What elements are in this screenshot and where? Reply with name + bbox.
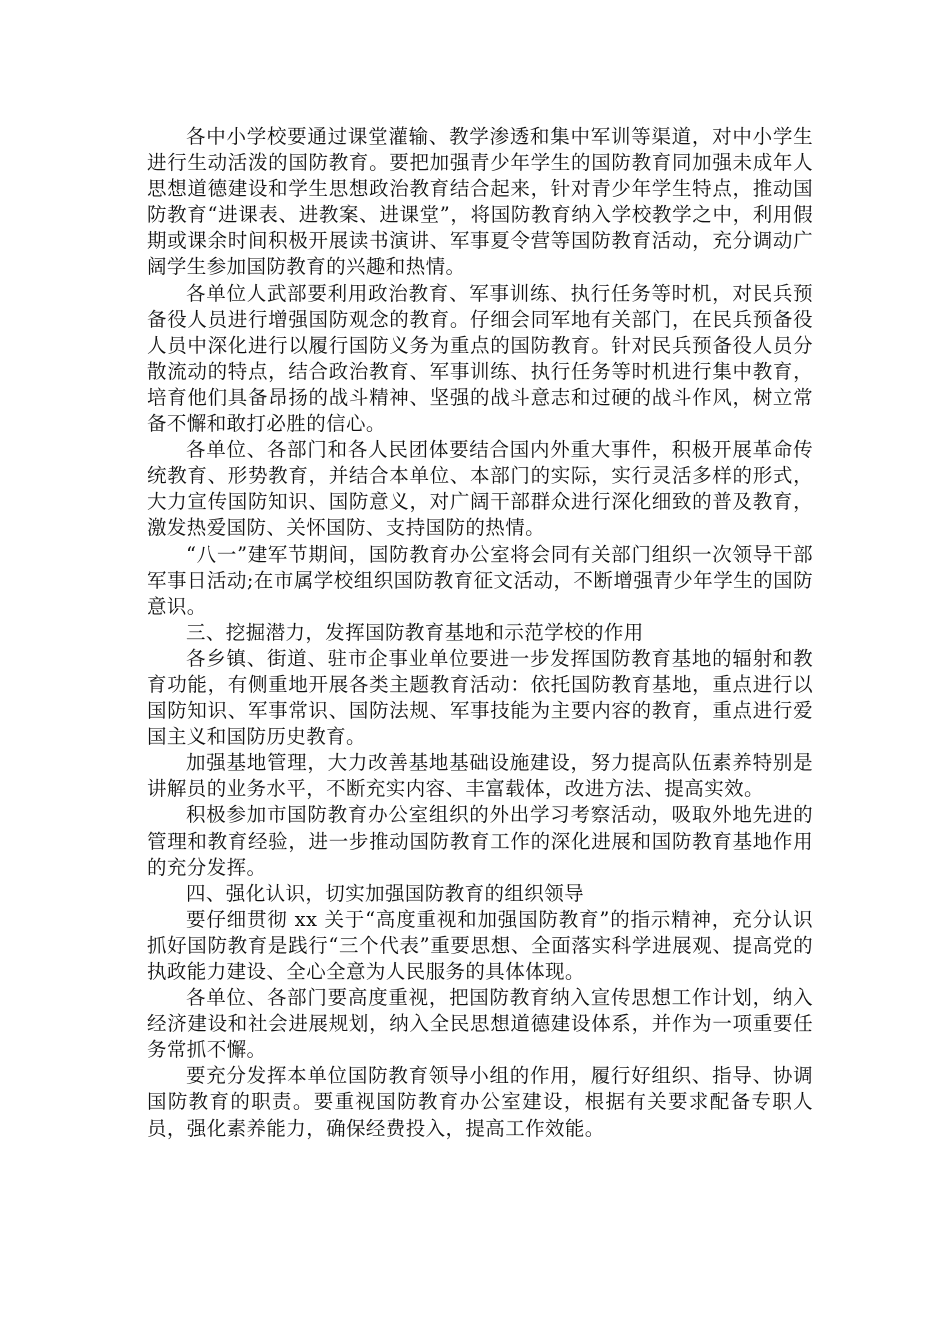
paragraph-instructions: 要仔细贯彻 xx 关于“高度重视和加强国防教育”的指示精神，充分认识抓好国防教育是践行“三个代表”重要思想、全面落实科学进展观、提高党的执政能力建设、全心全意为人民服务的具体体现。: [147, 907, 813, 983]
paragraph-education-base: 各乡镇、街道、驻市企事业单位要进一步发挥国防教育基地的辐射和教育功能，有侧重地开展各类主题教育活动：依托国防教育基地，重点进行以国防知识、军事常识、国防法规、军事技能为主要内容的教育，重点进行爱国主义和国防历史教育。: [147, 646, 813, 749]
paragraph-militia-education: 各单位人武部要利用政治教育、军事训练、执行任务等时机，对民兵预备役人员进行增强国防观念的教育。仔细会同军地有关部门，在民兵预备役人员中深化进行以履行国防义务为重点的国防教育。针对民兵预备役人员分散流动的特点，结合政治教育、军事训练、执行任务等时机进行集中教育，培育他们具备昂扬的战斗精神、坚强的战斗意志和过硬的战斗作风，树立常备不懈和敢打必胜的信心。: [147, 281, 813, 436]
paragraph-attention: 各单位、各部门要高度重视，把国防教育纳入宣传思想工作计划，纳入经济建设和社会进展规划，纳入全民思想道德建设体系，并作为一项重要任务常抓不懈。: [147, 986, 813, 1062]
paragraph-study-tour: 积极参加市国防教育办公室组织的外出学习考察活动，吸取外地先进的管理和教育经验，进一步推动国防教育工作的深化进展和国防教育基地作用的充分发挥。: [147, 803, 813, 879]
paragraph-leadership-group: 要充分发挥本单位国防教育领导小组的作用，履行好组织、指导、协调国防教育的职责。要重视国防教育办公室建设，根据有关要求配备专职人员，强化素养能力，确保经费投入，提高工作效能。: [147, 1064, 813, 1140]
document-body: [147, 124, 813, 1142]
paragraph-base-management: 加强基地管理，大力改善基地基础设施建设，努力提高队伍素养特别是讲解员的业务水平，不断充实内容、丰富载体，改进方法、提高实效。: [147, 751, 813, 801]
section-heading-4: 四、强化认识，切实加强国防教育的组织领导: [186, 881, 585, 905]
paragraph-army-day: “八一”建军节期间，国防教育办公室将会同有关部门组织一次领导干部军事日活动;在市属学校组织国防教育征文活动，不断增强青少年学生的国防意识。: [147, 542, 813, 618]
section-heading-3: 三、挖掘潜力，发挥国防教育基地和示范学校的作用: [186, 620, 644, 644]
paragraph-public-education: 各单位、各部门和各人民团体要结合国内外重大事件，积极开展革命传统教育、形势教育，并结合本单位、本部门的实际，实行灵活多样的形式，大力宣传国防知识、国防意义，对广阔干部群众进行深化细致的普及教育，激发热爱国防、关怀国防、支持国防的热情。: [147, 438, 813, 540]
paragraph-school-education: 各中小学校要通过课堂灌输、教学渗透和集中军训等渠道，对中小学生进行生动活泼的国防教育。要把加强青少年学生的国防教育同加强未成年人思想道德建设和学生思想政治教育结合起来，针对青少年学生特点，推动国防教育“进课表、进教案、进课堂”，将国防教育纳入学校教学之中，利用假期或课余时间积极开展读书演讲、军事夏令营等国防教育活动，充分调动广阔学生参加国防教育的兴趣和热情。: [147, 125, 813, 279]
